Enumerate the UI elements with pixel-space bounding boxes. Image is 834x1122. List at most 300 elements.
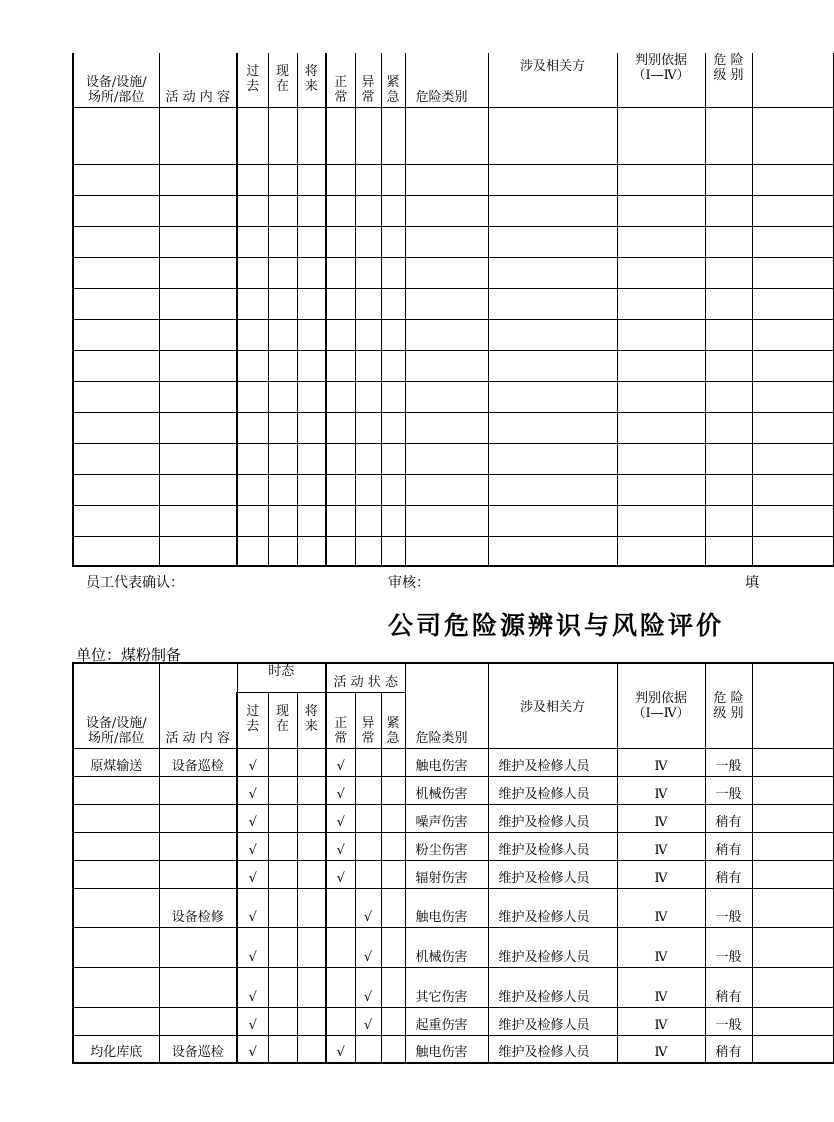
table-cell (752, 319, 833, 350)
cell-basis: Ⅳ (617, 888, 705, 927)
cell-future (297, 748, 326, 776)
employee-rep-label: 员工代表确认： (86, 575, 184, 591)
table-cell (752, 164, 833, 195)
table-cell (159, 443, 237, 474)
table-cell (73, 257, 159, 288)
cell-basis: Ⅳ (617, 1007, 705, 1035)
cell-emergency (381, 804, 405, 832)
table-cell (326, 226, 355, 257)
table-cell (268, 474, 297, 505)
header-hazard (405, 663, 488, 748)
top-table-wrapper (72, 53, 753, 568)
cell-present (268, 967, 297, 1007)
table-row (73, 381, 833, 412)
table-cell (159, 164, 237, 195)
header-location (73, 53, 159, 107)
table-cell (297, 257, 326, 288)
table-cell (326, 474, 355, 505)
table-cell (617, 474, 705, 505)
table-cell (752, 1035, 833, 1063)
cell-activity (159, 832, 237, 860)
cell-present (268, 888, 297, 927)
cell-future (297, 832, 326, 860)
table-cell (405, 412, 488, 443)
table-cell (326, 505, 355, 536)
table-cell (705, 257, 752, 288)
table-cell (297, 505, 326, 536)
cell-hazard: 触电伤害 (405, 1035, 488, 1063)
table-cell (405, 195, 488, 226)
table-cell (268, 257, 297, 288)
table-cell (268, 381, 297, 412)
header-time-state (237, 663, 326, 692)
table-cell (237, 319, 268, 350)
bottom-table-wrapper (72, 662, 753, 1072)
header-level (705, 53, 752, 107)
table-row (73, 164, 833, 195)
table-cell (268, 107, 297, 164)
table-cell (488, 474, 617, 505)
table-cell (752, 257, 833, 288)
table-cell (355, 195, 381, 226)
table-cell (617, 412, 705, 443)
cell-basis: Ⅳ (617, 748, 705, 776)
table-cell (381, 474, 405, 505)
table-cell (237, 381, 268, 412)
table-cell (488, 505, 617, 536)
cell-abnormal (355, 748, 381, 776)
table-cell (752, 832, 833, 860)
table-cell (326, 381, 355, 412)
cell-level: 一般 (705, 1007, 752, 1035)
table-cell (297, 412, 326, 443)
table-cell (268, 226, 297, 257)
table-cell (381, 319, 405, 350)
cell-past: √ (237, 1035, 268, 1063)
header-past-text: 过去 (246, 704, 260, 734)
table-cell (381, 350, 405, 381)
cell-hazard: 起重伤害 (405, 1007, 488, 1035)
cell-activity (159, 860, 237, 888)
table-row (73, 776, 833, 804)
table-cell (237, 412, 268, 443)
cell-party: 维护及检修人员 (488, 927, 617, 967)
cell-emergency (381, 1007, 405, 1035)
table-cell (73, 443, 159, 474)
cell-emergency (381, 748, 405, 776)
cell-location (73, 1007, 159, 1035)
header-past (237, 692, 268, 748)
table-cell (405, 257, 488, 288)
cell-past: √ (237, 776, 268, 804)
table-row (73, 927, 833, 967)
header-normal (326, 692, 355, 748)
table-cell (381, 505, 405, 536)
cell-activity (159, 804, 237, 832)
header-location-text: 设备/设施/场所/部位 (85, 74, 147, 105)
table-cell (617, 443, 705, 474)
table-cell (159, 536, 237, 566)
cell-future (297, 776, 326, 804)
table-row (73, 288, 833, 319)
header-emergency (381, 53, 405, 107)
table-cell (159, 226, 237, 257)
table-cell (355, 412, 381, 443)
table-cell (705, 505, 752, 536)
cell-location (73, 888, 159, 927)
table-cell (381, 195, 405, 226)
table-cell (73, 226, 159, 257)
table-cell (159, 195, 237, 226)
table-cell (268, 412, 297, 443)
cell-abnormal: √ (355, 888, 381, 927)
cell-future (297, 804, 326, 832)
table-cell (268, 195, 297, 226)
table-row (73, 257, 833, 288)
table-cell (326, 164, 355, 195)
table-cell (752, 350, 833, 381)
table-cell (237, 443, 268, 474)
table-cell (237, 350, 268, 381)
cell-abnormal: √ (355, 1007, 381, 1035)
cell-normal (326, 967, 355, 1007)
cell-activity (159, 1007, 237, 1035)
header-normal-text: 正常 (334, 74, 348, 105)
header-activity-state-text: 活 动 状 态 (333, 674, 398, 690)
table-cell (159, 412, 237, 443)
cell-normal (326, 888, 355, 927)
table-cell (752, 804, 833, 832)
table-cell (355, 288, 381, 319)
table-cell (705, 350, 752, 381)
header-past-text: 过去 (246, 63, 260, 94)
cell-past: √ (237, 1007, 268, 1035)
table-cell (326, 288, 355, 319)
table-cell (381, 107, 405, 164)
table-cell (752, 412, 833, 443)
table-cell (705, 107, 752, 164)
table-cell (381, 536, 405, 566)
table-row (73, 748, 833, 776)
table-cell (237, 164, 268, 195)
table-cell (405, 381, 488, 412)
cell-past: √ (237, 927, 268, 967)
table-cell (355, 107, 381, 164)
cell-future (297, 1007, 326, 1035)
table-row (73, 226, 833, 257)
cell-abnormal (355, 776, 381, 804)
table-cell (237, 536, 268, 566)
header-row (73, 53, 833, 107)
table-cell (159, 288, 237, 319)
cell-activity: 设备检修 (159, 888, 237, 927)
header-activity-text: 活 动 内 容 (165, 89, 230, 105)
cut-label: 填 (745, 575, 759, 591)
cell-basis: Ⅳ (617, 804, 705, 832)
cell-hazard: 触电伤害 (405, 748, 488, 776)
table-cell (488, 381, 617, 412)
cell-present (268, 776, 297, 804)
table-cell (488, 536, 617, 566)
table-cell (159, 505, 237, 536)
table-cell (297, 350, 326, 381)
header-basis-text: 判别依据 (634, 691, 687, 706)
cell-level: 稍有 (705, 1035, 752, 1063)
table-cell (297, 381, 326, 412)
table-cell (488, 195, 617, 226)
cell-hazard: 触电伤害 (405, 888, 488, 927)
table-cell (355, 474, 381, 505)
cell-past: √ (237, 967, 268, 1007)
header-party-text: 涉及相关方 (519, 59, 585, 74)
table-cell (326, 536, 355, 566)
table-cell (73, 474, 159, 505)
table-cell (617, 164, 705, 195)
cell-party: 维护及检修人员 (488, 1007, 617, 1035)
cell-location (73, 860, 159, 888)
table-cell (381, 164, 405, 195)
table-cell (405, 164, 488, 195)
cell-location: 原煤输送 (73, 748, 159, 776)
cell-normal: √ (326, 776, 355, 804)
cell-abnormal (355, 860, 381, 888)
header-present (268, 53, 297, 107)
table-row (73, 967, 833, 1007)
table-cell (752, 195, 833, 226)
cell-past: √ (237, 804, 268, 832)
header-present-text: 现在 (275, 63, 289, 94)
table-row (73, 443, 833, 474)
header-activity-state (326, 663, 405, 692)
header-basis (617, 53, 705, 107)
table-cell (355, 226, 381, 257)
cell-hazard: 机械伤害 (405, 927, 488, 967)
cell-level: 稍有 (705, 967, 752, 1007)
cell-level: 一般 (705, 927, 752, 967)
cell-activity: 设备巡检 (159, 1035, 237, 1063)
header-level-text: 危 险 级 别 (713, 691, 744, 721)
cell-past: √ (237, 748, 268, 776)
header-emergency-text: 紧急 (386, 715, 400, 746)
table-cell (488, 164, 617, 195)
cell-activity (159, 967, 237, 1007)
cell-party: 维护及检修人员 (488, 832, 617, 860)
cell-normal (326, 927, 355, 967)
table-cell (237, 288, 268, 319)
table-cell (268, 536, 297, 566)
unit-label: 单位：煤粉制备 (76, 646, 182, 664)
table-cell (326, 195, 355, 226)
table-row (73, 195, 833, 226)
header-overflow (752, 663, 833, 748)
table-cell (355, 536, 381, 566)
table-cell (705, 381, 752, 412)
table-cell (752, 1007, 833, 1035)
table-cell (488, 257, 617, 288)
header-abnormal (355, 692, 381, 748)
cell-present (268, 804, 297, 832)
table-cell (73, 319, 159, 350)
cell-emergency (381, 776, 405, 804)
table-cell (405, 107, 488, 164)
cell-abnormal: √ (355, 967, 381, 1007)
header-activity (159, 53, 237, 107)
table-cell (159, 350, 237, 381)
table-cell (405, 536, 488, 566)
cell-location (73, 776, 159, 804)
table-cell (617, 536, 705, 566)
table-cell (73, 536, 159, 566)
table-cell (405, 505, 488, 536)
header-abnormal (355, 53, 381, 107)
table-cell (73, 412, 159, 443)
table-cell (297, 319, 326, 350)
table-cell (752, 226, 833, 257)
cell-hazard: 噪声伤害 (405, 804, 488, 832)
header-party (488, 663, 617, 748)
table-cell (705, 412, 752, 443)
cell-future (297, 860, 326, 888)
header-row (73, 663, 833, 692)
cell-abnormal (355, 804, 381, 832)
header-activity-text: 活 动 内 容 (165, 730, 230, 746)
table-cell (297, 195, 326, 226)
header-location (73, 663, 159, 748)
cell-level: 一般 (705, 748, 752, 776)
table-cell (297, 164, 326, 195)
cell-emergency (381, 888, 405, 927)
table-cell (752, 443, 833, 474)
table-cell (705, 474, 752, 505)
cell-emergency (381, 832, 405, 860)
table-cell (237, 195, 268, 226)
cell-present (268, 860, 297, 888)
table-cell (381, 412, 405, 443)
cell-present (268, 1007, 297, 1035)
cell-level: 稍有 (705, 832, 752, 860)
table-row (73, 350, 833, 381)
cell-location: 均化库底 (73, 1035, 159, 1063)
table-cell (488, 412, 617, 443)
top-risk-table (72, 53, 834, 567)
table-cell (355, 505, 381, 536)
table-cell (752, 288, 833, 319)
cell-normal (326, 1007, 355, 1035)
header-hazard (405, 53, 488, 107)
table-row (73, 107, 833, 164)
table-cell (297, 288, 326, 319)
table-cell (405, 319, 488, 350)
table-cell (617, 505, 705, 536)
header-level (705, 663, 752, 748)
table-cell (268, 443, 297, 474)
header-location-text: 设备/设施/场所/部位 (85, 715, 147, 746)
cell-location (73, 967, 159, 1007)
table-cell (355, 381, 381, 412)
cell-normal: √ (326, 804, 355, 832)
cell-basis: Ⅳ (617, 1035, 705, 1063)
table-cell (355, 164, 381, 195)
header-emergency (381, 692, 405, 748)
table-cell (297, 474, 326, 505)
table-cell (488, 107, 617, 164)
table-cell (617, 319, 705, 350)
header-future (297, 692, 326, 748)
table-row (73, 505, 833, 536)
table-cell (237, 107, 268, 164)
header-basis-range-text: （I—Ⅳ） (632, 68, 690, 83)
cell-party: 维护及检修人员 (488, 860, 617, 888)
cell-past: √ (237, 860, 268, 888)
cell-normal: √ (326, 1035, 355, 1063)
cell-emergency (381, 860, 405, 888)
table-cell (752, 927, 833, 967)
table-cell (752, 381, 833, 412)
table-row (73, 319, 833, 350)
table-cell (617, 226, 705, 257)
cell-activity (159, 927, 237, 967)
header-activity (159, 663, 237, 748)
table-cell (752, 536, 833, 566)
cell-basis: Ⅳ (617, 832, 705, 860)
header-abnormal-text: 异常 (361, 74, 375, 105)
table-cell (752, 967, 833, 1007)
table-cell (381, 257, 405, 288)
table-cell (405, 474, 488, 505)
cell-level: 稍有 (705, 860, 752, 888)
table-cell (705, 288, 752, 319)
cell-present (268, 1035, 297, 1063)
table-cell (705, 536, 752, 566)
table-cell (617, 107, 705, 164)
table-cell (297, 536, 326, 566)
cell-future (297, 888, 326, 927)
table-cell (617, 381, 705, 412)
header-party-text: 涉及相关方 (519, 700, 585, 715)
cell-future (297, 1035, 326, 1063)
table-cell (405, 226, 488, 257)
cell-basis: Ⅳ (617, 967, 705, 1007)
cell-location (73, 927, 159, 967)
cell-past: √ (237, 832, 268, 860)
header-emergency-text: 紧急 (386, 74, 400, 105)
cell-present (268, 748, 297, 776)
header-party (488, 53, 617, 107)
table-cell (488, 350, 617, 381)
table-cell (355, 443, 381, 474)
table-cell (268, 505, 297, 536)
cell-abnormal (355, 1035, 381, 1063)
table-cell (73, 107, 159, 164)
table-cell (159, 257, 237, 288)
cell-present (268, 927, 297, 967)
cell-party: 维护及检修人员 (488, 776, 617, 804)
table-cell (237, 226, 268, 257)
cell-location (73, 832, 159, 860)
cell-future (297, 927, 326, 967)
table-cell (237, 257, 268, 288)
table-row (73, 804, 833, 832)
table-cell (326, 107, 355, 164)
table-cell (752, 474, 833, 505)
cell-hazard: 粉尘伤害 (405, 832, 488, 860)
cell-abnormal (355, 832, 381, 860)
header-past (237, 53, 268, 107)
cell-level: 一般 (705, 888, 752, 927)
table-cell (355, 257, 381, 288)
header-basis-range-text: （I—Ⅳ） (632, 706, 690, 721)
cell-level: 稍有 (705, 804, 752, 832)
